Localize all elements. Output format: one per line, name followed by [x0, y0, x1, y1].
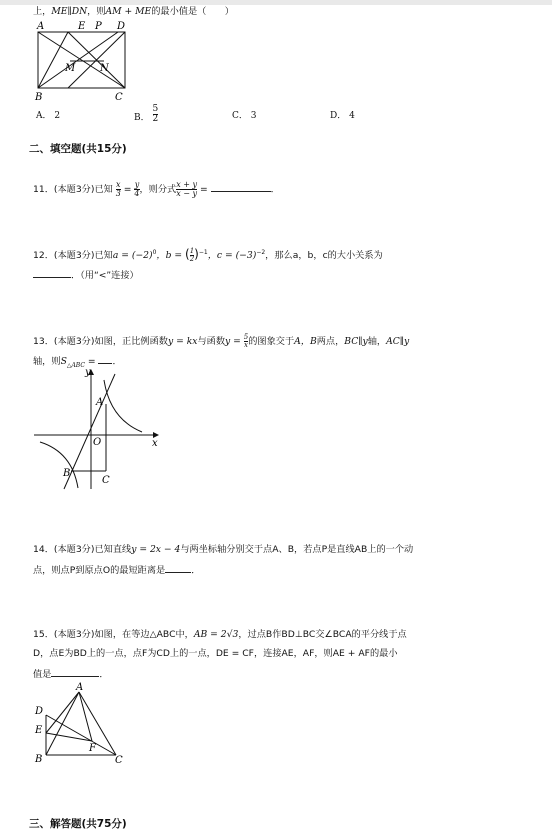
label-P: P [95, 21, 102, 32]
question-14: 14．(本题3分)已知直线y = 2x − 4与两坐标轴分别交于点A、B，若点P是直线AB上的一个动 [33, 544, 414, 555]
question-12: 12．(本题3分)已知$a = (-2)^0$，b = ( $\frac{1}{2}$ )$^{-1}$，$c = (-3)^{-2}$，那么a，b，c的大小关系为 [33, 247, 383, 264]
label-B: B [63, 468, 71, 479]
label-A: A [37, 21, 45, 32]
label-A: A [96, 397, 104, 408]
label-C: C [115, 755, 123, 766]
text: ，则 [87, 6, 106, 17]
label-D: D [35, 706, 44, 717]
answer-blank[interactable] [51, 667, 99, 677]
function-graph-figure [30, 364, 170, 494]
label-D: D [117, 21, 126, 32]
axis-label-x: x [152, 438, 158, 449]
label-N: N [100, 63, 109, 74]
label-A: A [76, 682, 84, 693]
axis-label-y: y [85, 367, 91, 378]
answer-blank[interactable] [98, 354, 112, 364]
choice-d: D． 4 [330, 111, 355, 121]
choice-b: B． $\frac{5}{2}$ [134, 104, 159, 124]
answer-blank[interactable] [33, 268, 71, 278]
label-C: C [102, 475, 110, 486]
question-13-line2: 轴，则$S_{\triangle ABC}$ = ． [33, 356, 122, 369]
math-expression: AM + ME [105, 6, 152, 17]
triangle-figure [30, 680, 140, 766]
question-13: 13．(本题3分)如图，正比例函数y = kx与函数y = $\frac{5}{x}$ 的图象交于A，B两点，BC∥y轴，AC∥y [33, 333, 410, 349]
section-2-title: 二、填空题(共15分) [29, 143, 127, 155]
math-condition: ME∥DN [51, 6, 88, 17]
label-E: E [35, 725, 43, 736]
question-15-line2: D，点E为BD上的一点，点F为CD上的一点，DE = CF，连接AE，AF，则AE + AF的最小 [33, 648, 398, 659]
question-11: 11．(本题3分)已知 $\frac{x}{3}$ = $\frac{y}{4}$ ，则分式 $\frac{x + y}{x - y}$ = ． [33, 180, 280, 198]
question-15-line3: 值是 ． [33, 669, 109, 680]
question-12-line2: ．（用“<”连接） [33, 268, 139, 282]
label-C: C [115, 92, 123, 103]
answer-blank[interactable] [211, 182, 271, 192]
prev-question-tail [33, 6, 234, 18]
label-M: M [65, 63, 76, 74]
choice-a: A． 2 [36, 111, 61, 121]
rectangle-figure [30, 18, 135, 104]
section-3-title: 三、解答题(共75分) [29, 818, 127, 830]
label-B: B [35, 92, 43, 103]
answer-blank[interactable] [165, 563, 191, 573]
text: 上， [33, 6, 52, 17]
label-O: O [93, 437, 102, 448]
question-14-line2: 点，则点P到原点O的最短距离是 ． [33, 565, 201, 576]
label-B: B [35, 754, 43, 765]
choice-c: C． 3 [232, 111, 257, 121]
question-15: 15．(本题3分)如图，在等边△ABC中，AB = 2√3，过点B作BD⊥BC交∠BCA的平分线于点 [33, 629, 407, 640]
top-scroll-edge [0, 0, 552, 5]
label-F: F [89, 743, 96, 754]
label-E: E [78, 21, 86, 32]
text: 的最小值是（ ） [151, 6, 234, 17]
